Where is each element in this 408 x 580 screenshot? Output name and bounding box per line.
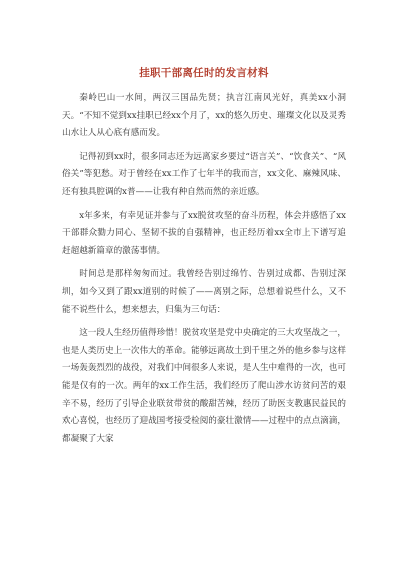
paragraph: 这一段人生经历值得珍惜！脱贫攻坚是党中央确定的三大攻坚战之一，也是人类历史上一次伟大的革命。能够远离故土到千里之外的他乡参与这样一场轰轰烈烈的战役，对我们中间很多人来说，是人生中难得的一次，也可能是仅有的一次。两年的xx工作生活，我们经历了爬山涉水访贫问苦的艰辛不易，经历了引导企业联贫带贫的酸甜苦辣，经历了助医支教惠民益民的欢心喜悦，也经历了迎战国考接受检阅的豪壮激情——过程中的点点滴滴，都凝聚了大家 [62,328,346,444]
paragraph: 时间总是那样匆匆而过。我曾经告别过绵竹、告别过成都、告别过深圳，如今又到了跟xx道别的时候了——离别之际，总想着说些什么，又不能不说些什么，想来想去，归集为三句话： [62,269,346,315]
paragraph: x年多来，有幸见证并参与了xx脱贫攻坚的奋斗历程，体会并感悟了xx干部群众勠力同心、坚韧不拔的自强精神，也正经历着xx全市上下谱写追赶超越新篇章的激荡事情。 [62,210,346,256]
document-title: 挂职干部离任时的发言材料 [139,67,269,79]
paragraph: 秦岭巴山一水间，两汉三国品先贤；执言江南风光好，真美xx小洞天。“不知不觉到xx挂职已经xx个月了，xx的悠久历史、璀璨文化以及灵秀山水让人从心底有感而发。 [62,93,346,139]
paragraph: 记得初到xx时，很多同志还为远离家乡要过“语言关”、“饮食关”、“风俗关”等犯愁。对于曾经在xx工作了七年半的我而言，xx文化、麻辣风味、还有独具腔调的x普——让我有种自然而然的亲近感。 [62,151,346,197]
